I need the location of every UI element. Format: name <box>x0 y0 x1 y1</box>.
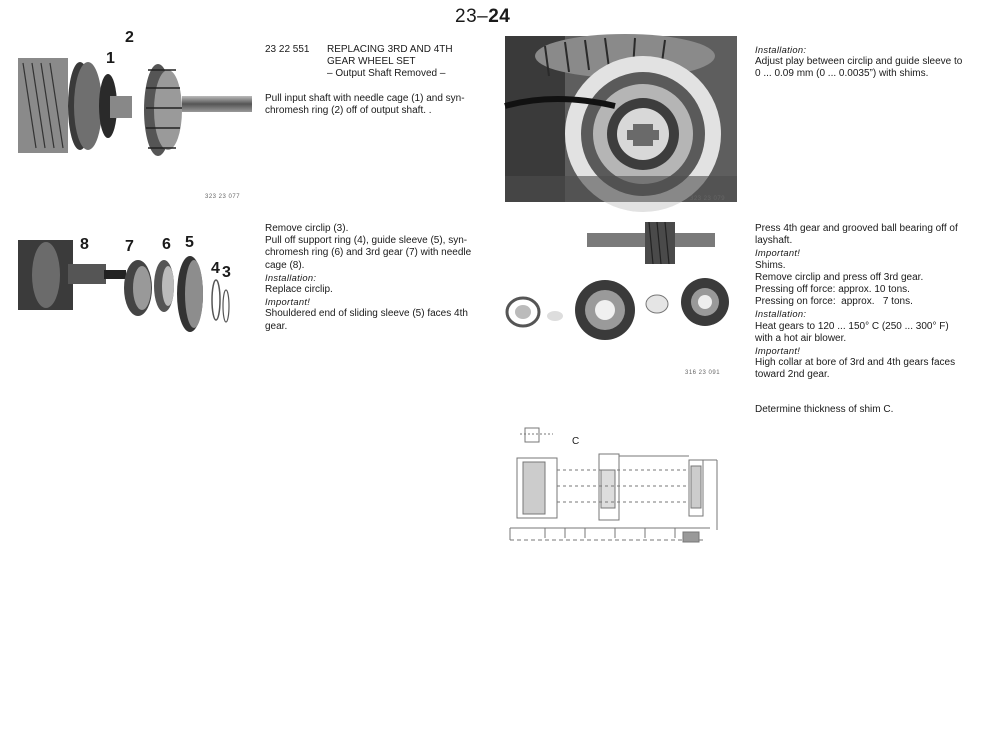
section4-line3: Shims. <box>755 259 786 271</box>
section4-label-important2: Important! <box>755 345 801 357</box>
section2-body <box>265 223 471 333</box>
callout-8: 8 <box>80 236 89 253</box>
section4-line7: Heat gears to 120 ... 150° C (250 ... 300° F) <box>755 320 949 332</box>
section2-label-installation: Installation: <box>265 271 317 283</box>
section4-line2: layshaft. <box>755 235 793 247</box>
section4-body <box>755 223 958 382</box>
page-number-dash: – <box>477 6 489 27</box>
section4-line9: High collar at bore of 3rd and 4th gears faces <box>755 357 956 369</box>
section2-line6: Shouldered end of sliding sleeve (5) faces 4th <box>265 308 468 320</box>
section5-body <box>755 404 893 416</box>
callout-6: 6 <box>162 236 171 253</box>
section2-line1: Remove circlip (3). <box>265 223 349 234</box>
figure3-caption: 323 23 079 <box>690 196 726 202</box>
callout-2: 2 <box>125 29 134 46</box>
section1-body-line2: chromesh ring (2) off of output shaft. . <box>265 105 432 117</box>
callout-3: 3 <box>222 264 231 281</box>
section1-title-line2: GEAR WHEEL SET <box>327 56 416 68</box>
figure-input-shaft-photo <box>18 48 253 163</box>
section4-line8: with a hot air blower. <box>755 332 847 344</box>
section4-line6: Pressing on force: approx. 7 tons. <box>755 296 913 308</box>
section1-heading <box>265 44 310 56</box>
section5-line1: Determine thickness of shim C. <box>755 404 894 415</box>
page-number <box>455 6 510 28</box>
section4-line5: Pressing off force: approx. 10 tons. <box>755 284 910 296</box>
figure-layshaft-gears-photo <box>505 218 737 342</box>
section4-line4: Remove circlip and press off 3rd gear. <box>755 271 924 283</box>
section2-line7: gear. <box>265 320 288 332</box>
figure-circlip-photo <box>505 36 737 202</box>
section3-body <box>755 44 962 81</box>
section2-label-important: Important! <box>265 296 311 308</box>
page-number-prefix: 23 <box>455 6 478 27</box>
section1-title-line3: – Output Shaft Removed – <box>327 68 446 80</box>
section2-line5: Replace circlip. <box>265 284 333 296</box>
section4-label-important1: Important! <box>755 247 801 259</box>
callout-5: 5 <box>185 234 194 251</box>
section2-line4: cage (8). <box>265 259 305 271</box>
callout-4: 4 <box>211 260 220 277</box>
callout-7: 7 <box>125 238 134 255</box>
section3-line2: 0 ... 0.09 mm (0 ... 0.0035”) with shims. <box>755 68 929 80</box>
figure-shim-drawing <box>505 410 735 555</box>
section3-line1: Adjust play between circlip and guide sleeve to <box>755 56 963 68</box>
figure5-label-c: C <box>572 436 580 447</box>
section1-title-line1: REPLACING 3RD AND 4TH <box>327 44 453 55</box>
callout-1: 1 <box>106 50 115 67</box>
section4-line10: toward 2nd gear. <box>755 369 830 381</box>
section4-line1: Press 4th gear and grooved ball bearing off of <box>755 223 958 234</box>
section2-line2: Pull off support ring (4), guide sleeve (5), syn- <box>265 235 468 247</box>
page-number-suffix: 24 <box>488 6 511 27</box>
section4-label-installation: Installation: <box>755 308 807 320</box>
section1-title <box>327 44 453 81</box>
section1-code: 23 22 551 <box>265 44 310 55</box>
figure1-caption: 323 23 077 <box>205 194 241 200</box>
section1-body-line1: Pull input shaft with needle cage (1) and syn- <box>265 93 465 104</box>
section1-body <box>265 93 465 117</box>
figure4-caption: 316 23 091 <box>685 370 721 376</box>
section2-line3: chromesh ring (6) and 3rd gear (7) with needle <box>265 247 472 259</box>
section3-label-installation: Installation: <box>755 44 807 55</box>
